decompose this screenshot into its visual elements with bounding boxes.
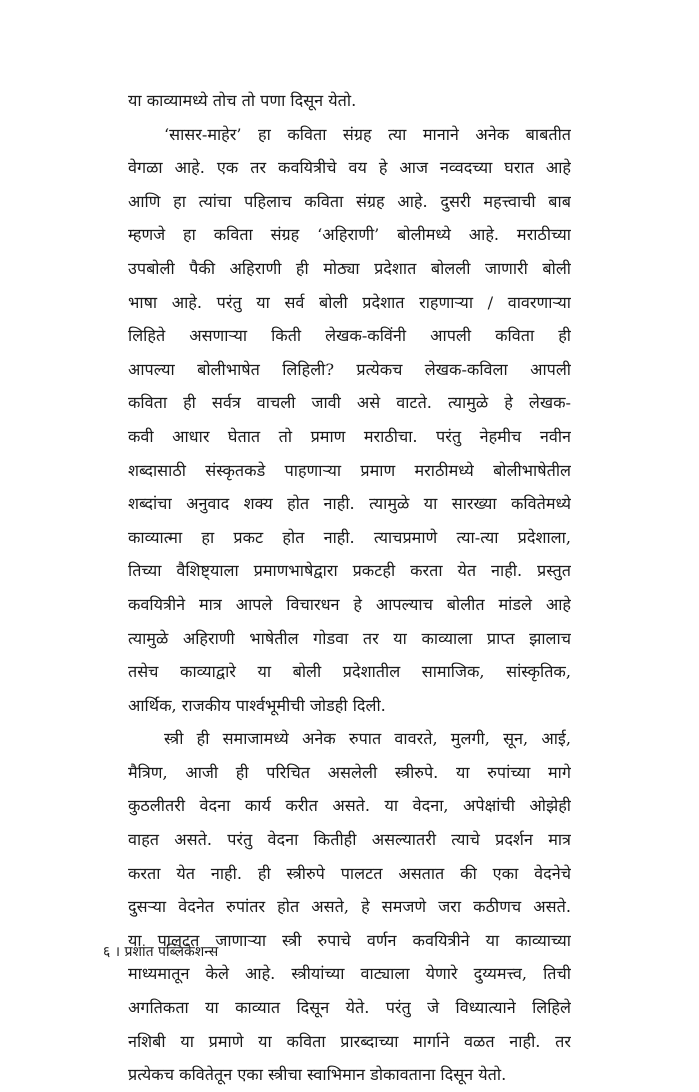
text-line: कविता ही सर्वत्र वाचली जावी असे वाटते. त्यामुळे हे लेखक- bbox=[128, 393, 571, 413]
text-line: कुठलीतरी वेदना कार्य करीत असते. या वेदना, अपेक्षांची ओझेही bbox=[128, 796, 571, 816]
text-line: प्रत्येकच कवितेतून एका स्त्रीचा स्वाभिमान डोकावताना दिसून येतो. bbox=[128, 1065, 507, 1085]
text-line: नशिबी या प्रमाणे या कविता प्रारब्दाच्या मार्गाने वळत नाही. तर bbox=[128, 1031, 571, 1051]
text-line: या पालटत जाणाऱ्या स्त्री रुपाचे वर्णन कवयित्रीने या काव्याच्या bbox=[128, 930, 571, 950]
text-line: ‘सासर-माहेर’ हा कविता संग्रह त्या मानाने अनेक बाबतीत bbox=[164, 124, 571, 144]
text-line: माध्यमातून केले आहे. स्त्रीयांच्या वाट्याला येणारे दुय्यमत्त्व, तिची bbox=[128, 964, 571, 984]
page-footer: ६ । प्रशांत पब्लिकेशन्स bbox=[103, 944, 219, 960]
text-line: करता येत नाही. ही स्त्रीरुपे पालटत असतात की एका वेदनेचे bbox=[128, 863, 571, 883]
page-body bbox=[128, 84, 571, 1092]
text-line: वेगळा आहे. एक तर कवयित्रीचे वय हे आज नव्वदच्या घरात आहे bbox=[128, 158, 571, 178]
text-line: तसेच काव्याद्वारे या बोली प्रदेशातील सामाजिक, सांस्कृतिक, bbox=[128, 662, 571, 682]
text-line: शब्दांचा अनुवाद शक्य होत नाही. त्यामुळे या सारख्या कवितेमध्ये bbox=[128, 494, 571, 514]
text-line: म्हणजे हा कविता संग्रह ‘अहिराणी’ बोलीमध्ये आहे. मराठीच्या bbox=[128, 225, 571, 245]
text-line: आपल्या बोलीभाषेत लिहिली? प्रत्येकच लेखक-कविला आपली bbox=[128, 359, 571, 379]
text-line: त्यामुळे अहिराणी भाषेतील गोडवा तर या काव्याला प्राप्त झालाच bbox=[128, 628, 571, 648]
text-line: तिच्या वैशिष्ट्याला प्रमाणभाषेद्वारा प्रकटही करता येत नाही. प्रस्तुत bbox=[128, 561, 571, 581]
text-line: मैत्रिण, आजी ही परिचित असलेली स्त्रीरुपे. या रुपांच्या मागे bbox=[128, 762, 571, 782]
text-line: स्त्री ही समाजामध्ये अनेक रुपात वावरते, मुलगी, सून, आई, bbox=[164, 729, 571, 749]
text-line: दुसऱ्या वेदनेत रुपांतर होत असते, हे समजणे जरा कठीणच असते. bbox=[128, 897, 571, 917]
text-line: या काव्यामध्ये तोच तो पणा दिसून येतो. bbox=[128, 91, 357, 110]
text-line: आणि हा त्यांचा पहिलाच कविता संग्रह आहे. दुसरी महत्त्वाची बाब bbox=[128, 191, 571, 211]
text-line: वाहत असते. परंतु वेदना कितीही असल्यातरी त्याचे प्रदर्शन मात्र bbox=[128, 830, 571, 850]
text-line: कवी आधार घेतात तो प्रमाण मराठीचा. परंतु नेहमीच नवीन bbox=[128, 426, 571, 446]
text-line: अगतिकता या काव्यात दिसून येते. परंतु जे विध्यात्याने लिहिले bbox=[128, 998, 571, 1018]
text-line: काव्यात्मा हा प्रकट होत नाही. त्याचप्रमाणे त्या-त्या प्रदेशाला, bbox=[128, 527, 571, 547]
text-line: आर्थिक, राजकीय पार्श्वभूमीची जोडही दिली. bbox=[128, 695, 386, 715]
text-line: उपबोली पैकी अहिराणी ही मोठ्या प्रदेशात बोलली जाणारी बोली bbox=[128, 258, 571, 278]
text-line: लिहिते असणाऱ्या किती लेखक-कविंनी आपली कविता ही bbox=[128, 326, 571, 346]
text-line: कवयित्रीने मात्र आपले विचारधन हे आपल्याच बोलीत मांडले आहे bbox=[128, 594, 571, 614]
text-line: शब्दासाठी संस्कृतकडे पाहणाऱ्या प्रमाण मराठीमध्ये बोलीभाषेतील bbox=[128, 460, 571, 480]
text-line: भाषा आहे. परंतु या सर्व बोली प्रदेशात राहणाऱ्या / वावरणाऱ्या bbox=[128, 292, 571, 312]
